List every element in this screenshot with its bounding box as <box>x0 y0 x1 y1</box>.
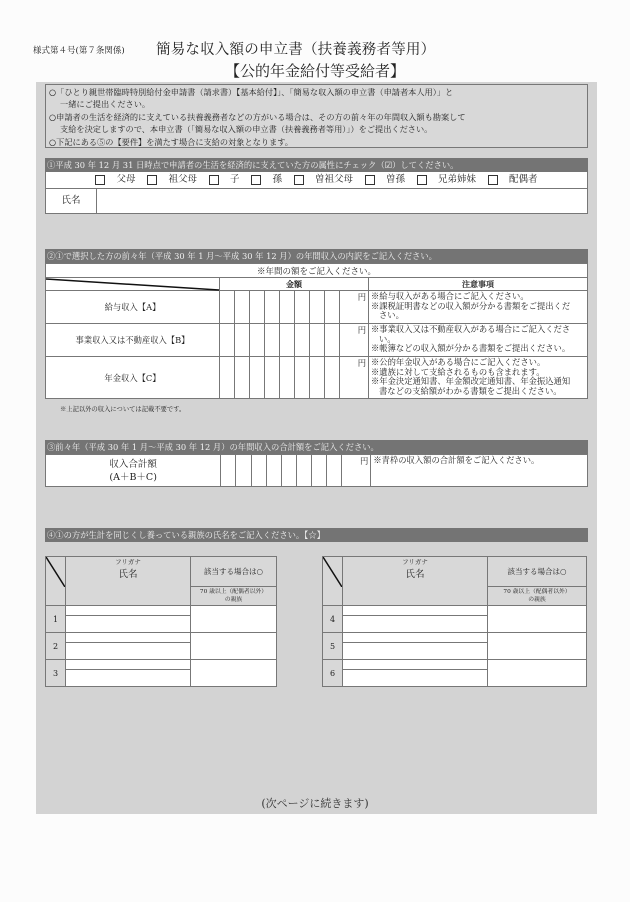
checkbox-sibling[interactable] <box>417 172 476 188</box>
digit-cell[interactable] <box>280 291 295 324</box>
notice-line: 一緒にご提出ください。 <box>60 99 151 110</box>
row-label: 事業収入又は不動産収入【B】 <box>46 324 220 357</box>
section3-heading: ③前々年（平成 30 年 1 月～平成 30 年 12 月）の年間収入の合計額をご記入ください。 <box>45 440 588 454</box>
digit-cell[interactable] <box>325 324 340 357</box>
furigana-field[interactable] <box>343 606 488 616</box>
row-number: 3 <box>46 660 66 687</box>
other-income-footnote: ※上記以外の収入については記載不要です。 <box>60 406 186 413</box>
checkbox-icon[interactable] <box>95 175 105 185</box>
name-field[interactable] <box>343 643 488 660</box>
diagonal-header-cell <box>46 557 66 606</box>
digit-cell[interactable] <box>265 324 280 357</box>
amount-column-header: 金額 <box>220 278 369 291</box>
notice-line: 支給を決定しますので、本申立書（「簡易な収入額の申立書（扶養義務者等用）」）をご提出ください。 <box>60 124 433 135</box>
name-label: 氏名 <box>405 569 425 580</box>
digit-cell[interactable] <box>295 291 310 324</box>
age-70-header <box>488 587 587 606</box>
note-line: ※年金決定通知書、年金額改定通知書、年金振込通知 <box>371 376 571 386</box>
check-column-header: 該当する場合は○ <box>191 557 277 587</box>
checkbox-icon[interactable] <box>251 175 261 185</box>
furigana-field[interactable] <box>343 633 488 643</box>
checkbox-great-grandchild[interactable] <box>365 172 405 188</box>
checkbox-label: 父母 <box>116 174 136 185</box>
income-total-table <box>45 454 588 487</box>
digit-cell[interactable] <box>310 324 325 357</box>
checkbox-icon[interactable] <box>417 175 427 185</box>
checkbox-label: 祖父母 <box>168 174 197 185</box>
table-row <box>46 324 588 357</box>
digit-cell[interactable] <box>221 455 236 487</box>
checkbox-label: 子 <box>229 174 240 185</box>
digit-cell[interactable] <box>310 357 325 399</box>
row-number: 2 <box>46 633 66 660</box>
row-notes <box>369 291 588 324</box>
name-column-header <box>343 557 488 606</box>
checkbox-icon[interactable] <box>294 175 304 185</box>
note-line: さい。 <box>379 310 404 320</box>
age-70-label: 70 歳以上（配偶者以外） <box>503 589 571 595</box>
name-field[interactable] <box>66 616 191 633</box>
row-label: 年金収入【C】 <box>46 357 220 399</box>
row-label: 給与収入【A】 <box>46 291 220 324</box>
digit-cell[interactable] <box>295 357 310 399</box>
checkbox-spouse[interactable] <box>488 172 538 188</box>
digit-cell[interactable] <box>220 324 235 357</box>
checkbox-icon[interactable] <box>209 175 219 185</box>
notice-line: ○申請者の生活を経済的に支えている扶養義務者などの方がいる場合は、その方の前々年の年間収入額も勘案して <box>49 111 466 122</box>
notes-column-header: 注意事項 <box>369 278 588 291</box>
relation-checkboxes <box>45 172 588 188</box>
checkbox-parent[interactable] <box>95 172 135 188</box>
age-70-check-field[interactable] <box>191 660 277 687</box>
age-70-check-field[interactable] <box>488 633 587 660</box>
yen-label: 円 <box>340 324 369 357</box>
annual-amount-note: ※年間の額をご記入ください。 <box>46 264 588 278</box>
note-line: ※事業収入又は不動産収入がある場合にご記入くださ <box>371 324 571 334</box>
dependents-table-left <box>45 556 277 687</box>
total-note: ※青枠の収入額の合計額をご記入ください。 <box>371 455 588 487</box>
age-70-check-field[interactable] <box>191 606 277 633</box>
checkbox-grandparent[interactable] <box>147 172 197 188</box>
digit-cell[interactable] <box>235 357 250 399</box>
note-line: ※帳簿などの収入額が分かる書類をご提出ください。 <box>371 343 571 353</box>
age-70-label: 70 歳以上（配偶者以外） <box>199 589 268 595</box>
section4-heading: ④①の方が生計を同じくし養っている親族の氏名をご記入ください。【☆】 <box>45 528 588 542</box>
name-field[interactable] <box>66 670 191 687</box>
diagonal-header-cell <box>323 557 343 606</box>
digit-cell[interactable] <box>236 455 251 487</box>
supporter-name-row <box>45 188 588 214</box>
yen-label: 円 <box>340 357 369 399</box>
digit-cell[interactable] <box>265 291 280 324</box>
row-notes <box>369 357 588 399</box>
notice-line: ○下記にある⑤の【要件】を満たす場合に支給の対象となります。 <box>49 136 293 147</box>
diagonal-header-cell <box>46 278 220 291</box>
notice-line: ○「ひとり親世帯臨時特別給付金申請書（請求書）【基本給付】」、「簡易な収入額の申立書（申請者本人用）」と <box>49 87 454 97</box>
supporter-name-field[interactable] <box>97 189 587 213</box>
digit-cell[interactable] <box>325 291 340 324</box>
digit-cell[interactable] <box>250 324 265 357</box>
checkbox-label: 曽孫 <box>386 174 406 185</box>
furigana-field[interactable] <box>343 660 488 670</box>
continued-notice: (次ページに続きます) <box>261 797 369 810</box>
checkbox-icon[interactable] <box>488 175 498 185</box>
checkbox-label: 孫 <box>272 174 282 185</box>
row-number: 5 <box>323 633 343 660</box>
name-label: 氏名 <box>118 569 138 580</box>
digit-cell[interactable] <box>220 291 235 324</box>
total-label <box>46 455 221 487</box>
furigana-field[interactable] <box>66 660 191 670</box>
diagonal-line-icon <box>323 557 342 587</box>
row-number: 1 <box>46 606 66 633</box>
section2-heading: ②①で選択した方の前々年（平成 30 年 1 月～平成 30 年 12 月）の年間収入の内訳をご記入ください。 <box>45 249 588 263</box>
table-row <box>46 357 588 399</box>
name-column-header <box>66 557 191 606</box>
document-title: 簡易な収入額の申立書（扶養義務者等用） <box>156 42 436 58</box>
row-number: 4 <box>323 606 343 633</box>
digit-cell[interactable] <box>311 455 326 487</box>
furigana-field[interactable] <box>66 606 191 616</box>
digit-cell[interactable] <box>281 455 296 487</box>
digit-cell[interactable] <box>295 324 310 357</box>
digit-cell[interactable] <box>325 357 340 399</box>
age-70-label: の親族 <box>528 597 546 603</box>
note-line: 書などの支給額がわかる書類をご提出ください。 <box>379 385 562 396</box>
checkbox-grandchild[interactable] <box>251 172 282 188</box>
digit-cell[interactable] <box>310 291 325 324</box>
age-70-check-field[interactable] <box>488 606 587 633</box>
digit-cell[interactable] <box>235 291 250 324</box>
checkbox-label: 配偶者 <box>509 174 538 185</box>
digit-cell[interactable] <box>220 357 235 399</box>
checkbox-child[interactable] <box>209 172 240 188</box>
age-70-label: の親族 <box>224 597 243 603</box>
furigana-label: フリガナ <box>402 558 428 566</box>
digit-cell[interactable] <box>266 455 281 487</box>
digit-cell[interactable] <box>235 324 250 357</box>
checkbox-label: 曽祖父母 <box>315 174 354 185</box>
diagonal-line-icon <box>46 557 65 587</box>
document-subtitle: 【公的年金給付等受給者】 <box>224 62 405 80</box>
note-line: ※給与収入がある場合にご記入ください。 <box>371 291 529 301</box>
note-line: ※遺族に対して支給されるものも含まれます。 <box>371 366 545 377</box>
digit-cell[interactable] <box>327 455 342 487</box>
total-label-formula: (A＋B＋C) <box>109 471 157 483</box>
furigana-field[interactable] <box>66 633 191 643</box>
diagonal-line-icon <box>46 278 219 291</box>
digit-cell[interactable] <box>296 455 311 487</box>
section1-heading: ①平成 30 年 12 月 31 日時点で申請者の生活を経済的に支えていた方の属性にチェック（☑）してください。 <box>45 158 588 172</box>
note-line: ※公的年金収入がある場合にご記入ください。 <box>371 357 546 367</box>
digit-cell[interactable] <box>250 291 265 324</box>
total-label-line: 収入合計額 <box>109 458 157 470</box>
row-notes <box>369 324 588 357</box>
checkbox-label: 兄弟姉妹 <box>438 174 477 185</box>
check-column-header: 該当する場合は○ <box>488 557 587 587</box>
digit-cell[interactable] <box>265 357 280 399</box>
age-70-check-field[interactable] <box>488 660 587 687</box>
dependents-table-right <box>322 556 587 687</box>
digit-cell[interactable] <box>251 455 266 487</box>
form-number: 様式第４号(第７条関係) <box>33 46 125 56</box>
digit-cell[interactable] <box>250 357 265 399</box>
yen-label: 円 <box>340 291 369 324</box>
furigana-label: フリガナ <box>115 558 141 566</box>
note-line: い。 <box>379 333 396 344</box>
note-line: ※課税証明書などの収入額が分かる書類をご提出くだ <box>371 300 571 311</box>
checkbox-icon[interactable] <box>147 175 157 185</box>
name-field[interactable] <box>66 643 191 660</box>
digit-cell[interactable] <box>280 324 295 357</box>
checkbox-great-grandparent[interactable] <box>294 172 353 188</box>
table-row <box>46 291 588 324</box>
checkbox-icon[interactable] <box>365 175 375 185</box>
income-breakdown-table <box>45 263 588 399</box>
name-field[interactable] <box>343 616 488 633</box>
row-number: 6 <box>323 660 343 687</box>
digit-cell[interactable] <box>280 357 295 399</box>
name-field[interactable] <box>343 670 488 687</box>
yen-label: 円 <box>342 455 371 487</box>
age-70-check-field[interactable] <box>191 633 277 660</box>
notice-box <box>45 84 588 148</box>
age-70-header <box>191 587 277 606</box>
name-label: 氏名 <box>46 189 97 213</box>
